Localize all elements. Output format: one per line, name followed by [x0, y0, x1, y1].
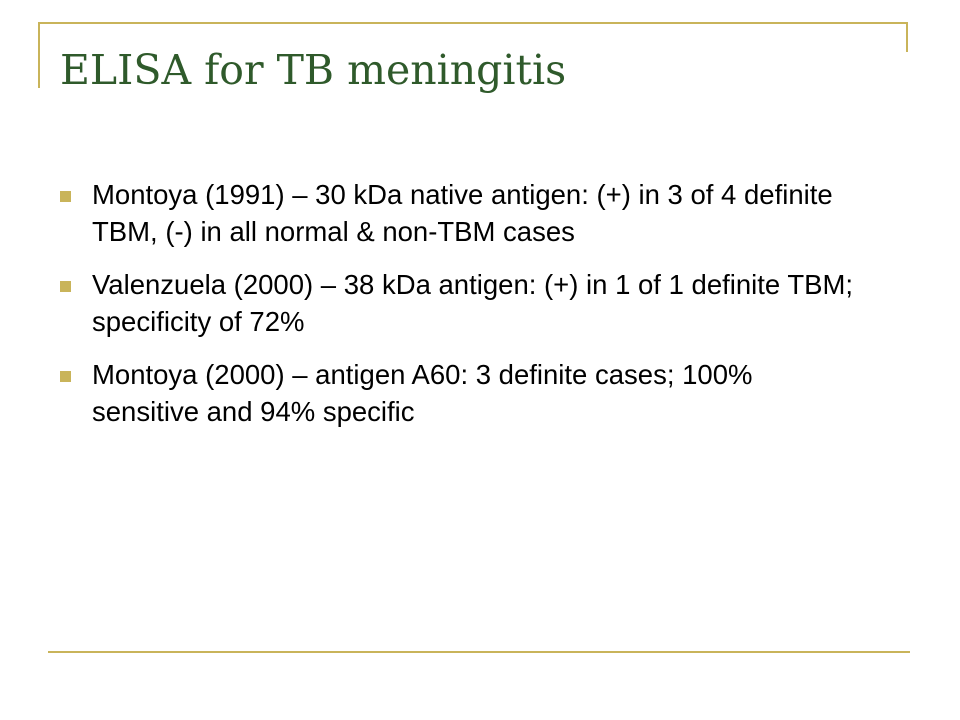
bullet-item: [60, 176, 860, 250]
frame-right-line: [906, 22, 908, 52]
frame-left-line: [38, 22, 40, 88]
bullet-text: Montoya (1991) – 30 kDa native antigen: (+) in 3 of 4 definite TBM, (-) in all normal & non-TBM cases: [92, 179, 833, 247]
frame-bottom-line: [48, 651, 910, 653]
bullet-text: Montoya (2000) – antigen A60: 3 definite cases; 100% sensitive and 94% specific: [92, 359, 753, 427]
slide-title: ELISA for TB meningitis: [60, 46, 567, 94]
frame-top-line: [38, 22, 908, 24]
square-bullet-icon: [60, 281, 71, 292]
bullet-text: Valenzuela (2000) – 38 kDa antigen: (+) in 1 of 1 definite TBM; specificity of 72%: [92, 269, 854, 337]
bullet-item: [60, 356, 860, 430]
square-bullet-icon: [60, 371, 71, 382]
bullet-item: [60, 266, 860, 340]
bullet-list: [60, 176, 860, 446]
square-bullet-icon: [60, 191, 71, 202]
